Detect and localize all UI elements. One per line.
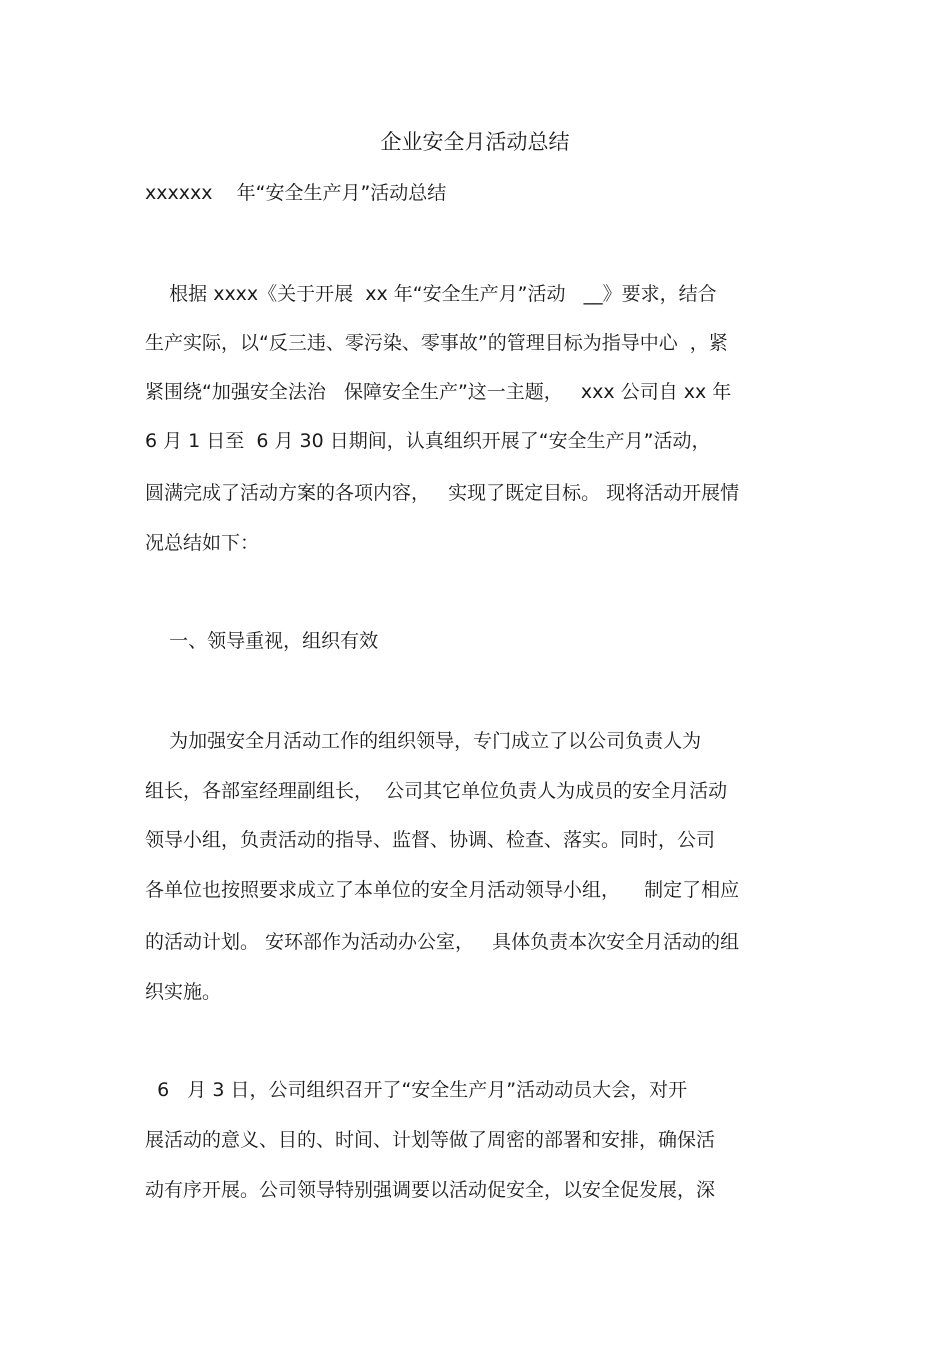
paragraph-line: 6 月 3 日，公司组织召开了“安全生产月”活动动员大会，对开 (145, 1079, 688, 1101)
paragraph-line: 紧围绕“加强安全法治 保障安全生产”这一主题， xxx 公司自 xx 年 (145, 381, 732, 403)
document-title: 企业安全月活动总结 (380, 130, 570, 154)
paragraph-line: 织实施。 (145, 981, 222, 1003)
paragraph-line: 根据 xxxx《关于开展 xx 年“安全生产月”活动 __》要求，结合 (145, 283, 717, 305)
paragraph-line: 动有序开展。公司领导特别强调要以活动促安全，以安全促发展，深 (145, 1179, 716, 1201)
paragraph-line: 各单位也按照要求成立了本单位的安全月活动领导小组， 制定了相应 (145, 879, 740, 901)
paragraph-line: 展活动的意义、目的、时间、计划等做了周密的部署和安排，确保活 (145, 1129, 716, 1151)
paragraph-line: 的活动计划。 安环部作为活动办公室， 具体负责本次安全月活动的组 (145, 931, 740, 953)
section-heading: 一、领导重视，组织有效 (145, 630, 379, 652)
paragraph-line: 圆满完成了活动方案的各项内容， 实现了既定目标。 现将活动开展情 (145, 482, 740, 504)
document-subtitle: xxxxxx 年“安全生产月”活动总结 (145, 182, 447, 204)
paragraph-line: 为加强安全月活动工作的组织领导，专门成立了以公司负责人为 (145, 730, 702, 752)
paragraph-line: 生产实际，以“反三违、零污染、零事故”的管理目标为指导中心 ，紧 (145, 332, 728, 354)
paragraph-line: 况总结如下： (145, 532, 260, 554)
paragraph-line: 领导小组，负责活动的指导、监督、协调、检查、落实。同时，公司 (145, 829, 716, 851)
paragraph-line: 组长，各部室经理副组长， 公司其它单位负责人为成员的安全月活动 (145, 780, 728, 802)
paragraph-line: 6 月 1 日至 6 月 30 日期间，认真组织开展了“安全生产月”活动， (145, 430, 711, 452)
